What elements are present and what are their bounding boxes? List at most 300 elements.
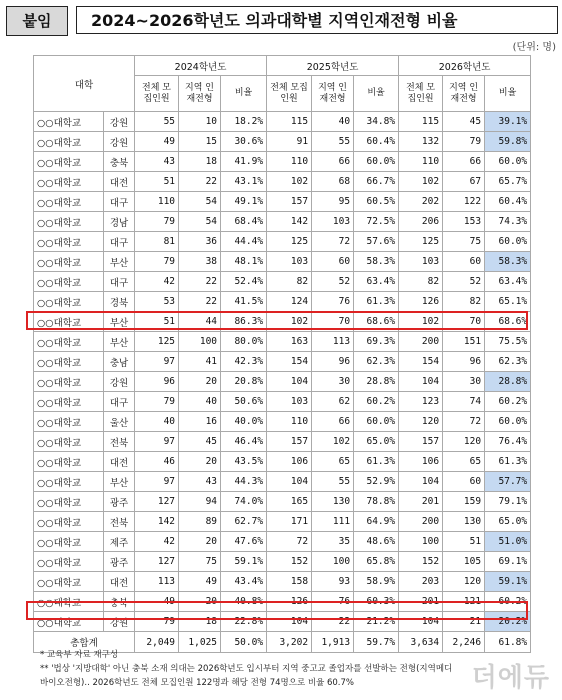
table-cell: 70 (312, 312, 354, 332)
table-cell: 81 (135, 232, 179, 252)
university-name: ○○대학교 (34, 612, 104, 632)
table-cell: 61.3% (485, 452, 531, 472)
table-cell: 93 (312, 572, 354, 592)
table-cell: 200 (399, 512, 443, 532)
table-cell: 53 (135, 292, 179, 312)
table-cell: 28.8% (485, 372, 531, 392)
region: 광주 (104, 552, 135, 572)
university-name: ○○대학교 (34, 312, 104, 332)
table-cell: 68 (312, 172, 354, 192)
table-row (34, 192, 531, 212)
table-cell: 80.0% (221, 332, 267, 352)
table-cell: 60.2% (485, 592, 531, 612)
region: 대전 (104, 172, 135, 192)
table-cell: 75 (179, 552, 221, 572)
table-row (34, 392, 531, 412)
table-cell: 65.7% (485, 172, 531, 192)
table-cell: 159 (443, 492, 485, 512)
table-cell: 157 (267, 192, 312, 212)
table-cell: 62.3% (354, 352, 399, 372)
table-cell: 36 (179, 232, 221, 252)
col-header-2024: 2024학년도 (135, 56, 267, 76)
ratio-table (33, 55, 531, 653)
table-row (34, 512, 531, 532)
table-row (34, 152, 531, 172)
table-cell: 28.8% (354, 372, 399, 392)
table-cell: 76.4% (485, 432, 531, 452)
table-cell: 60.0% (485, 152, 531, 172)
table-cell: 103 (312, 212, 354, 232)
table-cell: 202 (399, 192, 443, 212)
total-cell: 2,049 (135, 632, 179, 653)
table-cell: 66 (443, 152, 485, 172)
table-cell: 200 (399, 332, 443, 352)
table-cell: 201 (399, 492, 443, 512)
university-name: ○○대학교 (34, 292, 104, 312)
total-cell: 2,246 (443, 632, 485, 653)
total-cell: 50.0% (221, 632, 267, 653)
table-cell: 74 (443, 392, 485, 412)
university-name: ○○대학교 (34, 452, 104, 472)
table-cell: 163 (267, 332, 312, 352)
table-cell: 34.8% (354, 112, 399, 132)
table-cell: 113 (312, 332, 354, 352)
table-row (34, 412, 531, 432)
table-cell: 52.9% (354, 472, 399, 492)
table-cell: 51 (443, 532, 485, 552)
university-name: ○○대학교 (34, 352, 104, 372)
table-row (34, 572, 531, 592)
table-cell: 40 (312, 112, 354, 132)
table-cell: 43.5% (221, 452, 267, 472)
table-cell: 142 (267, 212, 312, 232)
university-name: ○○대학교 (34, 132, 104, 152)
region: 전북 (104, 512, 135, 532)
university-name: ○○대학교 (34, 372, 104, 392)
table-cell: 49.1% (221, 192, 267, 212)
col-header-univ: 대학 (34, 56, 135, 112)
footnote: ** '법상 '지방대학' 아닌 충북 소재 의대는 2026학년도 입시부터 지역 중고교 졸업자를 선발하는 전형(지역메디 (40, 664, 453, 674)
table-cell: 30.6% (221, 132, 267, 152)
table-cell: 96 (135, 372, 179, 392)
table-cell: 111 (312, 512, 354, 532)
table-cell: 43.1% (221, 172, 267, 192)
university-name: ○○대학교 (34, 572, 104, 592)
table-cell: 153 (443, 212, 485, 232)
table-row (34, 252, 531, 272)
table-cell: 82 (399, 272, 443, 292)
table-cell: 45 (443, 112, 485, 132)
table-cell: 46.4% (221, 432, 267, 452)
region: 경남 (104, 212, 135, 232)
table-cell: 60.0% (354, 152, 399, 172)
table-cell: 171 (267, 512, 312, 532)
table-cell: 86.3% (221, 312, 267, 332)
table-cell: 206 (399, 212, 443, 232)
col-header-total-quota: 전체 모집인원 (135, 76, 179, 112)
table-cell: 41 (179, 352, 221, 372)
table-cell: 54 (179, 212, 221, 232)
table-cell: 39.1% (485, 112, 531, 132)
table-cell: 126 (267, 592, 312, 612)
table-cell: 15 (179, 132, 221, 152)
table-cell: 54 (179, 192, 221, 212)
table-row (34, 352, 531, 372)
table-cell: 46 (135, 452, 179, 472)
table-cell: 124 (267, 292, 312, 312)
table-cell: 95 (312, 192, 354, 212)
table-row (34, 452, 531, 472)
table-cell: 74.3% (485, 212, 531, 232)
region: 대구 (104, 232, 135, 252)
table-cell: 55 (135, 112, 179, 132)
total-cell: 3,634 (399, 632, 443, 653)
region: 강원 (104, 112, 135, 132)
unit-label: (단위: 명) (512, 42, 556, 53)
table-cell: 18 (179, 612, 221, 632)
region: 광주 (104, 492, 135, 512)
table-cell: 96 (312, 352, 354, 372)
table-cell: 100 (312, 552, 354, 572)
table-row (34, 272, 531, 292)
table-cell: 74.0% (221, 492, 267, 512)
table-cell: 91 (267, 132, 312, 152)
table-row (34, 432, 531, 452)
table-cell: 79.1% (485, 492, 531, 512)
table-cell: 106 (267, 452, 312, 472)
table-cell: 60.3% (354, 592, 399, 612)
table-cell: 60.5% (354, 192, 399, 212)
table-cell: 51 (135, 312, 179, 332)
table-cell: 42 (135, 532, 179, 552)
table-cell: 110 (399, 152, 443, 172)
table-cell: 115 (267, 112, 312, 132)
col-header-ratio: 비율 (354, 76, 399, 112)
col-header-regional: 지역 인재전형 (443, 76, 485, 112)
table-cell: 65.0% (485, 512, 531, 532)
table-cell: 40.8% (221, 592, 267, 612)
table-cell: 72 (312, 232, 354, 252)
total-label: 총합계 (34, 632, 135, 653)
university-name: ○○대학교 (34, 412, 104, 432)
table-cell: 120 (443, 572, 485, 592)
region: 제주 (104, 532, 135, 552)
table-cell: 82 (443, 292, 485, 312)
table-cell: 45 (179, 432, 221, 452)
table-cell: 60.2% (354, 392, 399, 412)
table-cell: 22 (179, 292, 221, 312)
table-cell: 100 (179, 332, 221, 352)
col-header-total-quota: 전체 모집인원 (399, 76, 443, 112)
university-name: ○○대학교 (34, 592, 104, 612)
table-cell: 22 (312, 612, 354, 632)
table-cell: 104 (399, 612, 443, 632)
table-cell: 48.1% (221, 252, 267, 272)
table-cell: 75.5% (485, 332, 531, 352)
table-cell: 68.4% (221, 212, 267, 232)
table-cell: 201 (399, 592, 443, 612)
table-cell: 157 (267, 432, 312, 452)
region: 부산 (104, 332, 135, 352)
table-row (34, 132, 531, 152)
table-cell: 48.6% (354, 532, 399, 552)
table-cell: 44.3% (221, 472, 267, 492)
region: 충북 (104, 592, 135, 612)
table-row (34, 372, 531, 392)
table-cell: 20.2% (485, 612, 531, 632)
region: 부산 (104, 252, 135, 272)
table-cell: 102 (312, 432, 354, 452)
table-cell: 79 (135, 212, 179, 232)
table-cell: 38 (179, 252, 221, 272)
table-cell: 60 (443, 252, 485, 272)
university-name: ○○대학교 (34, 152, 104, 172)
table-cell: 51.0% (485, 532, 531, 552)
footnote: 바이오전형).. 2026학년도 전체 모집인원 122명과 해당 전형 74명으로 비율 60.7% (40, 678, 354, 688)
table-cell: 72 (267, 532, 312, 552)
table-cell: 21.2% (354, 612, 399, 632)
table-row (34, 332, 531, 352)
total-cell: 59.7% (354, 632, 399, 653)
table-cell: 102 (399, 312, 443, 332)
table-cell: 154 (267, 352, 312, 372)
university-name: ○○대학교 (34, 492, 104, 512)
table-cell: 79 (135, 612, 179, 632)
region: 부산 (104, 312, 135, 332)
university-name: ○○대학교 (34, 212, 104, 232)
table-cell: 20.8% (221, 372, 267, 392)
table-cell: 44 (179, 312, 221, 332)
table-row (34, 472, 531, 492)
table-cell: 57.7% (485, 472, 531, 492)
table-cell: 65 (443, 452, 485, 472)
region: 대구 (104, 392, 135, 412)
total-cell: 61.8% (485, 632, 531, 653)
table-cell: 49 (135, 132, 179, 152)
region: 부산 (104, 472, 135, 492)
table-cell: 67 (443, 172, 485, 192)
university-name: ○○대학교 (34, 552, 104, 572)
table-cell: 60 (443, 472, 485, 492)
table-cell: 20 (179, 532, 221, 552)
table-row (34, 292, 531, 312)
table-cell: 60.0% (354, 412, 399, 432)
university-name: ○○대학교 (34, 172, 104, 192)
table-cell: 158 (267, 572, 312, 592)
region: 울산 (104, 412, 135, 432)
table-cell: 49 (135, 592, 179, 612)
region: 충남 (104, 352, 135, 372)
region: 강원 (104, 612, 135, 632)
table-cell: 21 (443, 612, 485, 632)
region: 강원 (104, 132, 135, 152)
table-cell: 41.5% (221, 292, 267, 312)
table-cell: 51 (135, 172, 179, 192)
table-cell: 58.3% (354, 252, 399, 272)
table-row (34, 492, 531, 512)
table-cell: 22 (179, 172, 221, 192)
table-cell: 63.4% (485, 272, 531, 292)
table-cell: 94 (179, 492, 221, 512)
table-cell: 49 (179, 572, 221, 592)
table-cell: 43.4% (221, 572, 267, 592)
table-cell: 72.5% (354, 212, 399, 232)
table-cell: 47.6% (221, 532, 267, 552)
university-name: ○○대학교 (34, 432, 104, 452)
total-cell: 3,202 (267, 632, 312, 653)
table-cell: 115 (399, 112, 443, 132)
table-cell: 20 (179, 372, 221, 392)
col-header-2025: 2025학년도 (267, 56, 399, 76)
table-cell: 44.4% (221, 232, 267, 252)
col-header-ratio: 비율 (221, 76, 267, 112)
table-cell: 125 (399, 232, 443, 252)
table-cell: 120 (399, 412, 443, 432)
table-cell: 121 (443, 592, 485, 612)
table-cell: 59.1% (221, 552, 267, 572)
table-cell: 142 (135, 512, 179, 532)
attachment-tag: 붙임 (6, 6, 68, 36)
table-cell: 43 (135, 152, 179, 172)
table-cell: 65.0% (354, 432, 399, 452)
footnote: * 교육부 자료 재구성 (40, 650, 119, 660)
table-cell: 40.0% (221, 412, 267, 432)
table-cell: 60.0% (485, 232, 531, 252)
table-cell: 125 (135, 332, 179, 352)
table-cell: 40 (135, 412, 179, 432)
table-cell: 64.9% (354, 512, 399, 532)
table-row (34, 212, 531, 232)
table-cell: 68.6% (485, 312, 531, 332)
table-cell: 96 (443, 352, 485, 372)
table-cell: 68.6% (354, 312, 399, 332)
table-cell: 122 (443, 192, 485, 212)
region: 대전 (104, 452, 135, 472)
table-cell: 30 (312, 372, 354, 392)
table-cell: 104 (399, 372, 443, 392)
university-name: ○○대학교 (34, 532, 104, 552)
table-cell: 41.9% (221, 152, 267, 172)
table-cell: 152 (399, 552, 443, 572)
table-cell: 110 (267, 152, 312, 172)
table-cell: 79 (135, 392, 179, 412)
table-cell: 63.4% (354, 272, 399, 292)
table-cell: 104 (399, 472, 443, 492)
university-name: ○○대학교 (34, 252, 104, 272)
table-cell: 66 (312, 412, 354, 432)
table-cell: 57.6% (354, 232, 399, 252)
table-cell: 55 (312, 472, 354, 492)
table-row (34, 592, 531, 612)
table-cell: 82 (267, 272, 312, 292)
table-cell: 97 (135, 432, 179, 452)
table-cell: 69.3% (354, 332, 399, 352)
table-row (34, 312, 531, 332)
table-cell: 60.2% (485, 392, 531, 412)
table-cell: 105 (443, 552, 485, 572)
table-cell: 60 (312, 252, 354, 272)
page-title: 2024~2026학년도 의과대학별 지역인재전형 비율 (76, 6, 558, 34)
table-cell: 35 (312, 532, 354, 552)
table-cell: 127 (135, 552, 179, 572)
table-cell: 59.1% (485, 572, 531, 592)
table-cell: 113 (135, 572, 179, 592)
table-row (34, 112, 531, 132)
table-cell: 76 (312, 292, 354, 312)
table-row (34, 612, 531, 632)
university-name: ○○대학교 (34, 112, 104, 132)
university-name: ○○대학교 (34, 392, 104, 412)
table-cell: 62.3% (485, 352, 531, 372)
table-cell: 52 (443, 272, 485, 292)
table-cell: 104 (267, 612, 312, 632)
table-cell: 132 (399, 132, 443, 152)
table-cell: 60.4% (354, 132, 399, 152)
table-cell: 40 (179, 392, 221, 412)
table-cell: 59.8% (485, 132, 531, 152)
table-cell: 52.4% (221, 272, 267, 292)
table-cell: 130 (443, 512, 485, 532)
table-cell: 65 (312, 452, 354, 472)
table-cell: 120 (443, 432, 485, 452)
university-name: ○○대학교 (34, 332, 104, 352)
table-cell: 126 (399, 292, 443, 312)
table-cell: 70 (443, 312, 485, 332)
table-cell: 16 (179, 412, 221, 432)
table-cell: 165 (267, 492, 312, 512)
table-cell: 97 (135, 472, 179, 492)
table-cell: 125 (267, 232, 312, 252)
table-cell: 106 (399, 452, 443, 472)
table-cell: 123 (399, 392, 443, 412)
table-cell: 60.0% (485, 412, 531, 432)
university-name: ○○대학교 (34, 512, 104, 532)
table-cell: 89 (179, 512, 221, 532)
table-cell: 103 (267, 392, 312, 412)
table-cell: 100 (399, 532, 443, 552)
table-cell: 110 (135, 192, 179, 212)
table-cell: 97 (135, 352, 179, 372)
table-cell: 43 (179, 472, 221, 492)
table-cell: 72 (443, 412, 485, 432)
university-name: ○○대학교 (34, 232, 104, 252)
table-cell: 104 (267, 472, 312, 492)
region: 전북 (104, 432, 135, 452)
table-cell: 65.8% (354, 552, 399, 572)
table-cell: 66.7% (354, 172, 399, 192)
table-cell: 30 (443, 372, 485, 392)
table-cell: 52 (312, 272, 354, 292)
region: 강원 (104, 372, 135, 392)
table-cell: 42.3% (221, 352, 267, 372)
table-cell: 110 (267, 412, 312, 432)
table-cell: 103 (267, 252, 312, 272)
region: 대전 (104, 572, 135, 592)
table-row (34, 172, 531, 192)
table-row (34, 232, 531, 252)
table-cell: 55 (312, 132, 354, 152)
university-name: ○○대학교 (34, 192, 104, 212)
table-cell: 102 (267, 172, 312, 192)
table-cell: 58.3% (485, 252, 531, 272)
table-cell: 127 (135, 492, 179, 512)
table-cell: 79 (443, 132, 485, 152)
table-cell: 76 (312, 592, 354, 612)
table-cell: 102 (399, 172, 443, 192)
table-cell: 103 (399, 252, 443, 272)
table-cell: 104 (267, 372, 312, 392)
table-cell: 69.1% (485, 552, 531, 572)
